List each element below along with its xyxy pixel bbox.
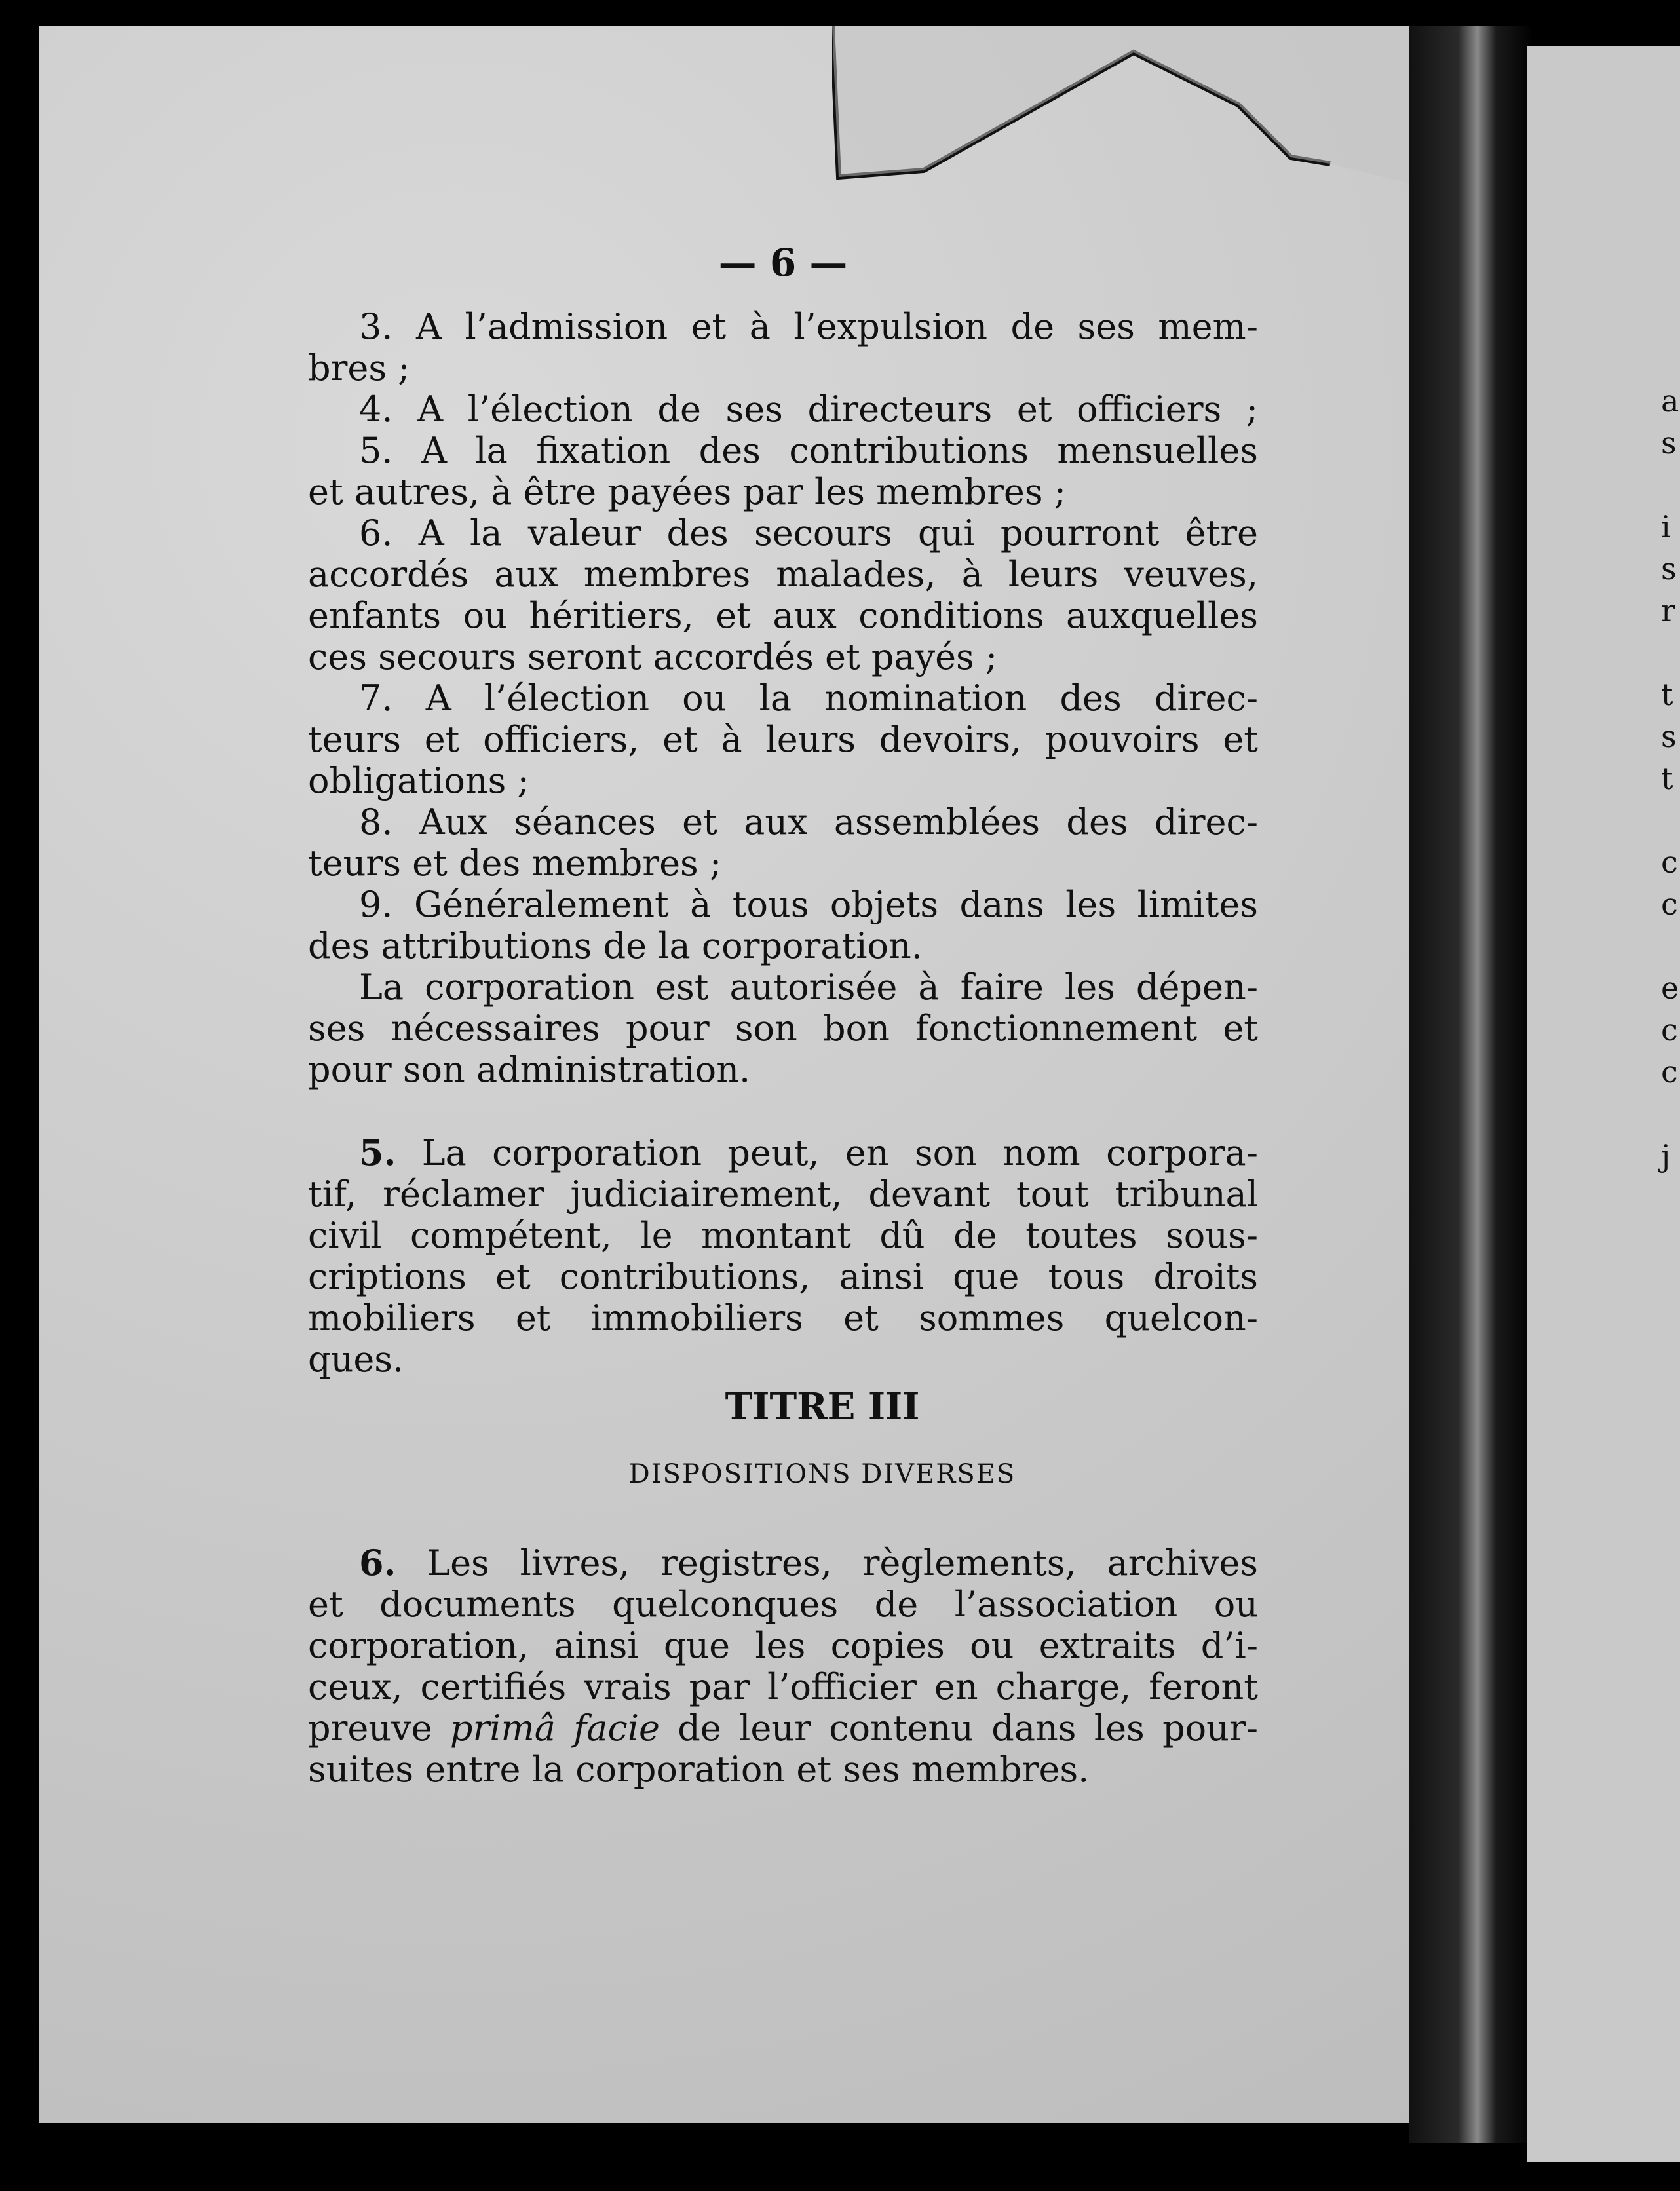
article-line: ceux, certifiés vrais par l’officier en charge, feront	[308, 1666, 1258, 1707]
list-line: 6. A la valeur des secours qui pourront être	[359, 512, 1258, 554]
list-line: bres ;	[308, 347, 410, 389]
article-text: Les livres, registres, règlements, archives	[427, 1542, 1258, 1584]
margin-letter: t	[1661, 677, 1673, 712]
margin-letter: e	[1661, 970, 1679, 1006]
article-line: ques.	[308, 1339, 404, 1380]
list-line: 4. A l’élection de ses directeurs et officiers ;	[359, 389, 1258, 430]
list-line: obligations ;	[308, 760, 529, 801]
margin-letter: r	[1661, 593, 1675, 628]
list-line: ces secours seront accordés et payés ;	[308, 636, 998, 677]
article-line	[308, 1132, 1258, 1173]
margin-letter: t	[1661, 761, 1673, 796]
article-line: et documents quelconques de l’association ou	[308, 1584, 1258, 1625]
torn-paper-edge	[832, 26, 1409, 183]
margin-letter: s	[1661, 425, 1677, 461]
article-line	[308, 1707, 1258, 1749]
list-line: 5. A la fixation des contributions mensuelles	[359, 430, 1258, 471]
list-line: teurs et officiers, et à leurs devoirs, pouvoirs et	[308, 719, 1258, 760]
list-item	[308, 677, 1258, 801]
list-item	[308, 430, 1258, 512]
margin-letter	[1661, 1093, 1680, 1135]
article-5	[308, 1132, 1258, 1380]
article-6	[308, 1542, 1258, 1790]
list-line: et autres, à être payées par les membres ;	[308, 471, 1066, 512]
right-page-edge	[1527, 46, 1680, 2162]
margin-letter: i	[1661, 509, 1671, 544]
margin-letter	[1661, 464, 1680, 506]
section-subtitle: DISPOSITIONS DIVERSES	[628, 1459, 1016, 1489]
article-text: preuve	[308, 1707, 450, 1749]
list-line: teurs et des membres ;	[308, 843, 722, 884]
spacer	[308, 1090, 1258, 1132]
page-text	[308, 242, 1258, 1790]
list-line: des attributions de la corporation.	[308, 925, 923, 966]
paragraph-line: ses nécessaires pour son bon fonctionnement et	[308, 1008, 1258, 1049]
list-line: 7. A l’élection ou la nomination des direc-	[359, 677, 1258, 719]
list-item	[308, 801, 1258, 884]
article-number: 5.	[359, 1132, 396, 1173]
margin-letter: c	[1661, 1054, 1678, 1090]
paragraph-expenses	[308, 966, 1258, 1090]
margin-letter: c	[1661, 1012, 1678, 1048]
list-line: accordés aux membres malades, à leurs veuves,	[308, 554, 1258, 595]
article-number: 6.	[359, 1542, 396, 1584]
book-spine	[1409, 26, 1533, 2143]
article-line	[308, 1542, 1258, 1584]
article-line: suites entre la corporation et ses membres.	[308, 1749, 1090, 1790]
list-item	[308, 512, 1258, 677]
list-line: enfants ou héritiers, et aux conditions auxquelles	[308, 595, 1258, 636]
article-line: tif, réclamer judiciairement, devant tout tribunal	[308, 1173, 1258, 1215]
section-title: TITRE III	[725, 1385, 920, 1428]
page-number: — 6 —	[718, 240, 848, 285]
article-line: civil compétent, le montant dû de toutes sous-	[308, 1215, 1258, 1256]
article-line: corporation, ainsi que les copies ou extraits d’i-	[308, 1625, 1258, 1666]
list-item	[308, 306, 1258, 389]
list-line: 8. Aux séances et aux assemblées des direc-	[359, 801, 1258, 843]
margin-letter	[1661, 925, 1680, 967]
article-text: de leur contenu dans les pour-	[659, 1707, 1258, 1749]
list-item	[308, 884, 1258, 966]
margin-letter	[1661, 799, 1680, 841]
article-text: La corporation peut, en son nom corpora-	[421, 1132, 1258, 1173]
list-line: 3. A l’admission et à l’expulsion de ses mem-	[359, 306, 1258, 347]
latin-phrase: primâ facie	[449, 1707, 660, 1749]
paragraph-line: pour son administration.	[308, 1049, 751, 1090]
margin-letter: s	[1661, 719, 1677, 754]
margin-letter	[1661, 632, 1680, 674]
article-line: criptions et contributions, ainsi que tous droits	[308, 1256, 1258, 1297]
list-line: 9. Généralement à tous objets dans les limites	[359, 884, 1258, 925]
margin-letter: c	[1661, 886, 1678, 922]
article-line: mobiliers et immobiliers et sommes quelcon-	[308, 1297, 1258, 1339]
margin-letter: a	[1661, 383, 1679, 419]
margin-letter: s	[1661, 551, 1677, 586]
margin-letter: c	[1661, 845, 1678, 880]
right-page-margin-text	[1661, 380, 1680, 1177]
margin-letter: j	[1661, 1138, 1671, 1173]
paragraph-line: La corporation est autorisée à faire les dépen-	[359, 966, 1258, 1008]
list-item	[308, 389, 1258, 430]
